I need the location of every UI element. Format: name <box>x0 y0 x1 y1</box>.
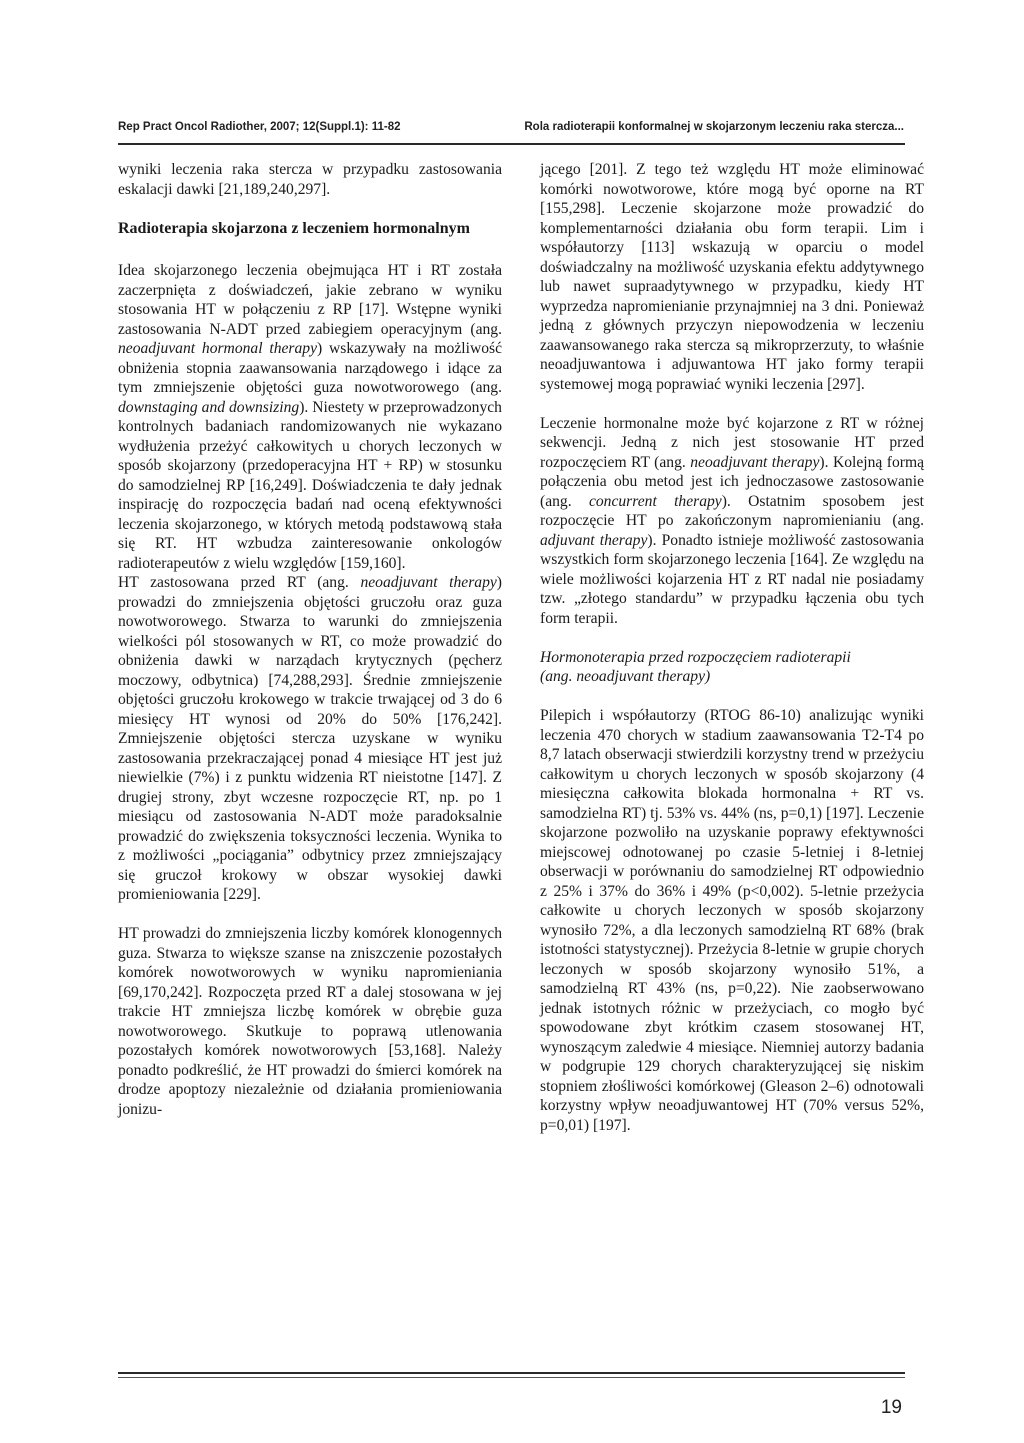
header-rule <box>118 143 905 145</box>
right-column <box>540 160 924 1135</box>
left-column <box>118 160 502 1119</box>
paragraph-neoadjuvant: HT zastosowana przed RT (ang. neoadjuvant therapy) prowadzi do zmniejszenia objętości gruczołu oraz guza nowotworowego. Stwarza to warunki do zmniejszenia wielkości pól stosowanych w RT, co może prowadzić do obniżenia dawki w narządach krytycznych (pęcherz moczowy, odbytnica) [74,288,293]. Średnie zmniejszenie objętości gruczołu krokowego w trakcie trwającej od 3 do 6 miesięcy HT wynosi od 20% do 50% [176,242]. Zmniejszenie objętości stercza uzyskane w wyniku zastosowania przekraczającej ponad 4 miesiące HT jest już niewielkie (7%) i z punktu widzenia RT nieistotne [147]. Z drugiej strony, zbyt wczesne rozpoczęcie RT, np. po 1 miesiącu od zastosowania N-ADT może paradoksalnie prowadzić do zwiększenia toksyczności leczenia. Wynika to z możliwości „pociągania” odbytnicy przez zmniejszający się gruczoł krokowy w obszar wysokiej dawki promieniowania [229]. <box>118 574 502 903</box>
paragraph-continuation: jącego [201]. Z tego też względu HT może eliminować komórki nowotworowe, które mogą być oporne na RT [155,298]. Leczenie skojarzone może prowadzić do komplementarności działania obu form terapii. Lim i współautorzy [113] wskazują w oparciu o model doświadczalny na możliwość uzyskania efektu addytywnego lub nawet supraadytywnego w przypadku, kiedy HT wyprzedza napromienianie przynajmniej na 3 dni. Ponieważ jedną z głównych przyczyn niepowodzenia w leczeniu zaawansowanego raka stercza są mikroprzerzuty, to właśnie neoadjuwantowa i adjuwantowa HT jako formy terapii systemowej mogą poprawiać wyniki leczenia [297]. <box>540 161 924 393</box>
section-title: Radioterapia skojarzona z leczeniem hormonalnym <box>118 220 470 237</box>
paragraph-rtog: Pilepich i współautorzy (RTOG 86-10) analizując wyniki leczenia 470 chorych w stadium zaawansowania T2-T4 po 8,7 latach obserwacji stwierdzili korzystny trend w przeżyciu całkowitym u chorych leczonych w sposób skojarzony (4 miesięczna całkowita blokada hormonalna + RT vs. samodzielna RT) tj. 53% vs. 44% (ns, p=0,1) [197]. Leczenie skojarzone pozwoliło na uzyskanie poprawy efektywności miejscowej odnotowanej po czasie 5-letniej i 8-letniej obserwacji w porównaniu do samodzielnej RT odpowiednio z 25% i 37% do 36% i 49% (p<0,002). 5-letnie przeżycia całkowite u chorych leczonych w sposób skojarzony wynosiło 72%, a dla leczonych samodzielną RT 68% (brak istotności statystycznej). Przeżycia 8-letnie w grupie chorych leczonych w sposób skojarzony wynosiło 51%, a samodzielną RT 43% (ns, p=0,22). Nie zaobserwowano jednak istotnych różnic w przeżyciach, co mogło być spowodowane zbyt krótkim czasem stosowanej HT, wynoszącym zaledwie 4 miesiące. Niemniej autorzy badania w podgrupie 129 chorych charakteryzującej się niskim stopniem złośliwości komórkowej (Gleason 2–6) odnotowali korzystny wpływ neoadjuwantowej HT (70% versus 52%, p=0,01) [197]. <box>540 707 924 1134</box>
footer-rule-thin <box>118 1377 905 1378</box>
page-number: 19 <box>880 1397 902 1418</box>
footer-rule <box>118 1372 905 1374</box>
journal-citation: Rep Pract Oncol Radiother, 2007; 12(Suppl.1): 11-82 <box>118 121 401 133</box>
article-short-title: Rola radioterapii konformalnej w skojarzonym leczeniu raka stercza... <box>524 121 904 133</box>
subsection-title: Hormonoterapia przed rozpoczęciem radioterapii (ang. neoadjuvant therapy) <box>540 648 851 685</box>
paragraph-clonogenic: HT prowadzi do zmniejszenia liczby komórek klonogennych guza. Stwarza to większe szanse na zniszczenie pozostałych komórek nowotworowych w wyniku napromieniania [69,170,242]. Rozpoczęta przed RT a dalej stosowana w jej trakcie HT zmniejsza liczbę komórek w obrębie guza nowotworowego. Skutkuje to poprawą utlenowania pozostałych komórek nowotworowych [53,168]. Należy ponadto podkreślić, że HT prowadzi do śmierci komórek na drodze apoptozy niezależnie od działania promieniowania jonizu- <box>118 925 502 1118</box>
running-header <box>118 121 904 141</box>
paragraph-idea: Idea skojarzonego leczenia obejmująca HT i RT została zaczerpnięta z doświadczeń, jakie zebrano w wyniku stosowania HT w połączeniu z RP [17]. Wstępne wyniki zastosowania N-ADT przed zabiegiem operacyjnym (ang. neoadjuvant hormonal therapy) wskazywały na możliwość obniżenia stopnia zaawansowania narządowego i idące za tym zmniejszenie objętości guza nowotworowego (ang. downstaging and downsizing). Niestety w przeprowadzonych kontrolnych badaniach randomizowanych nie wykazano wydłużenia przeżyć całkowitych u chorych leczonych w sposób skojarzony (przedoperacyjna HT + RP) w stosunku do samodzielnej RP [16,249]. Doświadczenia te dały jednak inspirację do rozpoczęcia badań nad oceną efektywności leczenia skojarzonego, w których metodą podstawową stała się RT. HT wzbudza zainteresowanie onkologów radioterapeutów z wielu względów [159,160]. <box>118 262 502 572</box>
intro-paragraph: wyniki leczenia raka stercza w przypadku zastosowania eskalacji dawki [21,189,240,297]. <box>118 161 502 198</box>
paragraph-sequence: Leczenie hormonalne może być kojarzone z RT w różnej sekwencji. Jedną z nich jest stosowanie HT przed rozpoczęciem RT (ang. neoadjuvant therapy). Kolejną formą połączenia obu metod jest ich jednoczasowe zastosowanie (ang. concurrent therapy). Ostatnim sposobem jest rozpoczęcie HT po zakończonym napromienianiu (ang. adjuvant therapy). Ponadto istnieje możliwość zastosowania wszystkich form skojarzonego leczenia [164]. Ze względu na wiele możliwości kojarzenia HT z RT nadal nie posiadamy tzw. „złotego standardu” w przypadku łączenia obu tych form terapii. <box>540 414 924 627</box>
